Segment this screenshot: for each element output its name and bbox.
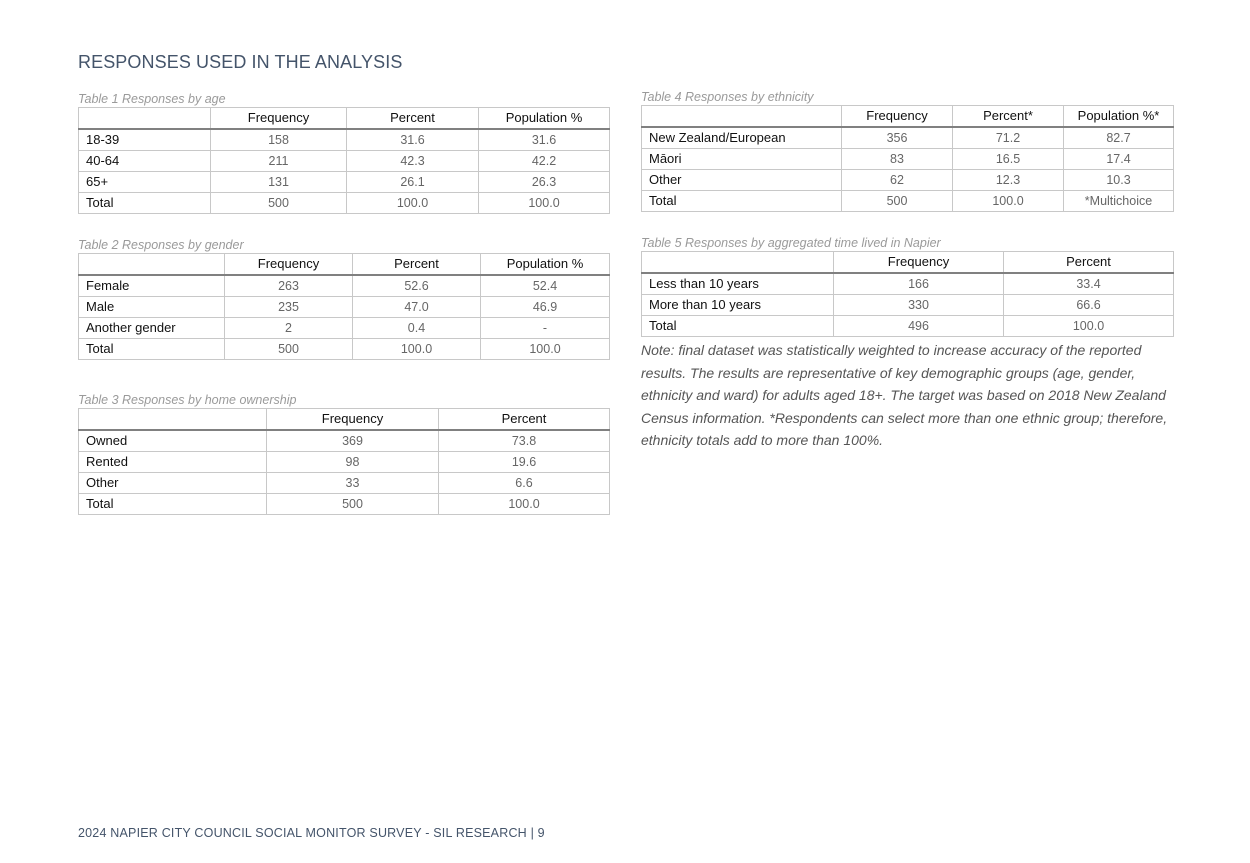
table-row xyxy=(642,295,1174,316)
row-label: Other xyxy=(642,170,842,191)
table-row xyxy=(642,191,1174,212)
column-header: Frequency xyxy=(834,252,1004,274)
table-time-lived-block xyxy=(641,235,1174,337)
column-header xyxy=(79,108,211,130)
table-cell: 26.3 xyxy=(479,172,610,193)
table-cell: 330 xyxy=(834,295,1004,316)
table-cell: 17.4 xyxy=(1064,149,1174,170)
table-cell: 52.6 xyxy=(353,275,481,297)
table-row xyxy=(79,318,610,339)
table-cell: 46.9 xyxy=(481,297,610,318)
row-label: New Zealand/European xyxy=(642,127,842,149)
column-header xyxy=(642,252,834,274)
row-label: Rented xyxy=(79,452,267,473)
table-cell: 496 xyxy=(834,316,1004,337)
row-label: Total xyxy=(642,191,842,212)
table-cell: 52.4 xyxy=(481,275,610,297)
table-cell: 369 xyxy=(267,430,439,452)
table-cell: 6.6 xyxy=(439,473,610,494)
column-header: Population % xyxy=(479,108,610,130)
column-header: Frequency xyxy=(267,409,439,431)
table-row xyxy=(642,170,1174,191)
row-label: 18-39 xyxy=(79,129,211,151)
page-footer: 2024 NAPIER CITY COUNCIL SOCIAL MONITOR SURVEY - SIL RESEARCH | 9 xyxy=(78,826,545,840)
table-row xyxy=(642,273,1174,295)
table-row xyxy=(79,151,610,172)
row-label: Another gender xyxy=(79,318,225,339)
row-label: 40-64 xyxy=(79,151,211,172)
table-cell: 16.5 xyxy=(953,149,1064,170)
table-cell: 100.0 xyxy=(1004,316,1174,337)
table-cell: 26.1 xyxy=(347,172,479,193)
row-label: Total xyxy=(79,339,225,360)
table-cell: 73.8 xyxy=(439,430,610,452)
table-cell: 158 xyxy=(211,129,347,151)
table-cell: 42.3 xyxy=(347,151,479,172)
column-header: Population % xyxy=(481,254,610,276)
table-cell: 71.2 xyxy=(953,127,1064,149)
column-header xyxy=(79,254,225,276)
table-cell: - xyxy=(481,318,610,339)
table-time-lived xyxy=(641,251,1174,337)
table-age-block xyxy=(78,91,610,214)
table-cell: 100.0 xyxy=(479,193,610,214)
table-row xyxy=(79,172,610,193)
table-cell: *Multichoice xyxy=(1064,191,1174,212)
column-header: Percent* xyxy=(953,106,1064,128)
table-cell: 100.0 xyxy=(347,193,479,214)
table-cell: 2 xyxy=(225,318,353,339)
table-row xyxy=(79,129,610,151)
table-cell: 500 xyxy=(842,191,953,212)
column-header: Percent xyxy=(347,108,479,130)
table-cell: 19.6 xyxy=(439,452,610,473)
table-row xyxy=(79,193,610,214)
table-cell: 500 xyxy=(267,494,439,515)
table-row xyxy=(79,430,610,452)
table-cell: 31.6 xyxy=(347,129,479,151)
table-caption: Table 2 Responses by gender xyxy=(78,238,244,252)
table-age xyxy=(78,107,610,214)
table-row xyxy=(642,149,1174,170)
row-label: Less than 10 years xyxy=(642,273,834,295)
table-row xyxy=(642,316,1174,337)
row-label: More than 10 years xyxy=(642,295,834,316)
table-row xyxy=(79,452,610,473)
table-cell: 31.6 xyxy=(479,129,610,151)
row-label: Total xyxy=(79,494,267,515)
table-cell: 235 xyxy=(225,297,353,318)
table-caption: Table 4 Responses by ethnicity xyxy=(641,90,814,104)
table-cell: 100.0 xyxy=(481,339,610,360)
table-cell: 98 xyxy=(267,452,439,473)
table-cell: 100.0 xyxy=(353,339,481,360)
table-cell: 12.3 xyxy=(953,170,1064,191)
table-cell: 166 xyxy=(834,273,1004,295)
table-cell: 33 xyxy=(267,473,439,494)
table-home-ownership-block xyxy=(78,392,610,515)
table-cell: 0.4 xyxy=(353,318,481,339)
table-cell: 500 xyxy=(211,193,347,214)
table-cell: 82.7 xyxy=(1064,127,1174,149)
table-cell: 62 xyxy=(842,170,953,191)
table-gender-block xyxy=(78,237,610,360)
table-row xyxy=(79,494,610,515)
table-gender xyxy=(78,253,610,360)
table-cell: 131 xyxy=(211,172,347,193)
table-cell: 500 xyxy=(225,339,353,360)
table-ethnicity-block xyxy=(641,89,1174,212)
row-label: 65+ xyxy=(79,172,211,193)
methodology-note: Note: final dataset was statistically weighted to increase accuracy of the reported results. The results are representative of key demographic groups (age, gender, ethnicity and ward) for adults aged 18+. The target was based on 2018 New Zealand Census information. *Respondents can select more than one ethnic group; therefore, ethnicity totals add to more than 100%. xyxy=(641,342,1168,448)
table-caption: Table 1 Responses by age xyxy=(78,92,226,106)
row-label: Female xyxy=(79,275,225,297)
table-row xyxy=(79,339,610,360)
table-caption: Table 3 Responses by home ownership xyxy=(78,393,297,407)
table-cell: 356 xyxy=(842,127,953,149)
column-header: Percent xyxy=(353,254,481,276)
column-header xyxy=(79,409,267,431)
table-row xyxy=(79,473,610,494)
page-heading: RESPONSES USED IN THE ANALYSIS xyxy=(78,52,403,72)
table-cell: 47.0 xyxy=(353,297,481,318)
column-header: Percent xyxy=(439,409,610,431)
table-caption: Table 5 Responses by aggregated time lived in Napier xyxy=(641,236,941,250)
column-header xyxy=(642,106,842,128)
table-ethnicity xyxy=(641,105,1174,212)
column-header: Frequency xyxy=(842,106,953,128)
table-cell: 33.4 xyxy=(1004,273,1174,295)
column-header: Frequency xyxy=(211,108,347,130)
column-header: Frequency xyxy=(225,254,353,276)
table-cell: 42.2 xyxy=(479,151,610,172)
table-cell: 263 xyxy=(225,275,353,297)
row-label: Male xyxy=(79,297,225,318)
table-cell: 83 xyxy=(842,149,953,170)
row-label: Māori xyxy=(642,149,842,170)
row-label: Owned xyxy=(79,430,267,452)
column-header: Percent xyxy=(1004,252,1174,274)
column-header: Population %* xyxy=(1064,106,1174,128)
table-cell: 100.0 xyxy=(953,191,1064,212)
table-cell: 211 xyxy=(211,151,347,172)
table-cell: 10.3 xyxy=(1064,170,1174,191)
row-label: Total xyxy=(642,316,834,337)
table-row xyxy=(642,127,1174,149)
table-cell: 100.0 xyxy=(439,494,610,515)
table-cell: 66.6 xyxy=(1004,295,1174,316)
row-label: Total xyxy=(79,193,211,214)
row-label: Other xyxy=(79,473,267,494)
table-row xyxy=(79,275,610,297)
table-row xyxy=(79,297,610,318)
table-home-ownership xyxy=(78,408,610,515)
